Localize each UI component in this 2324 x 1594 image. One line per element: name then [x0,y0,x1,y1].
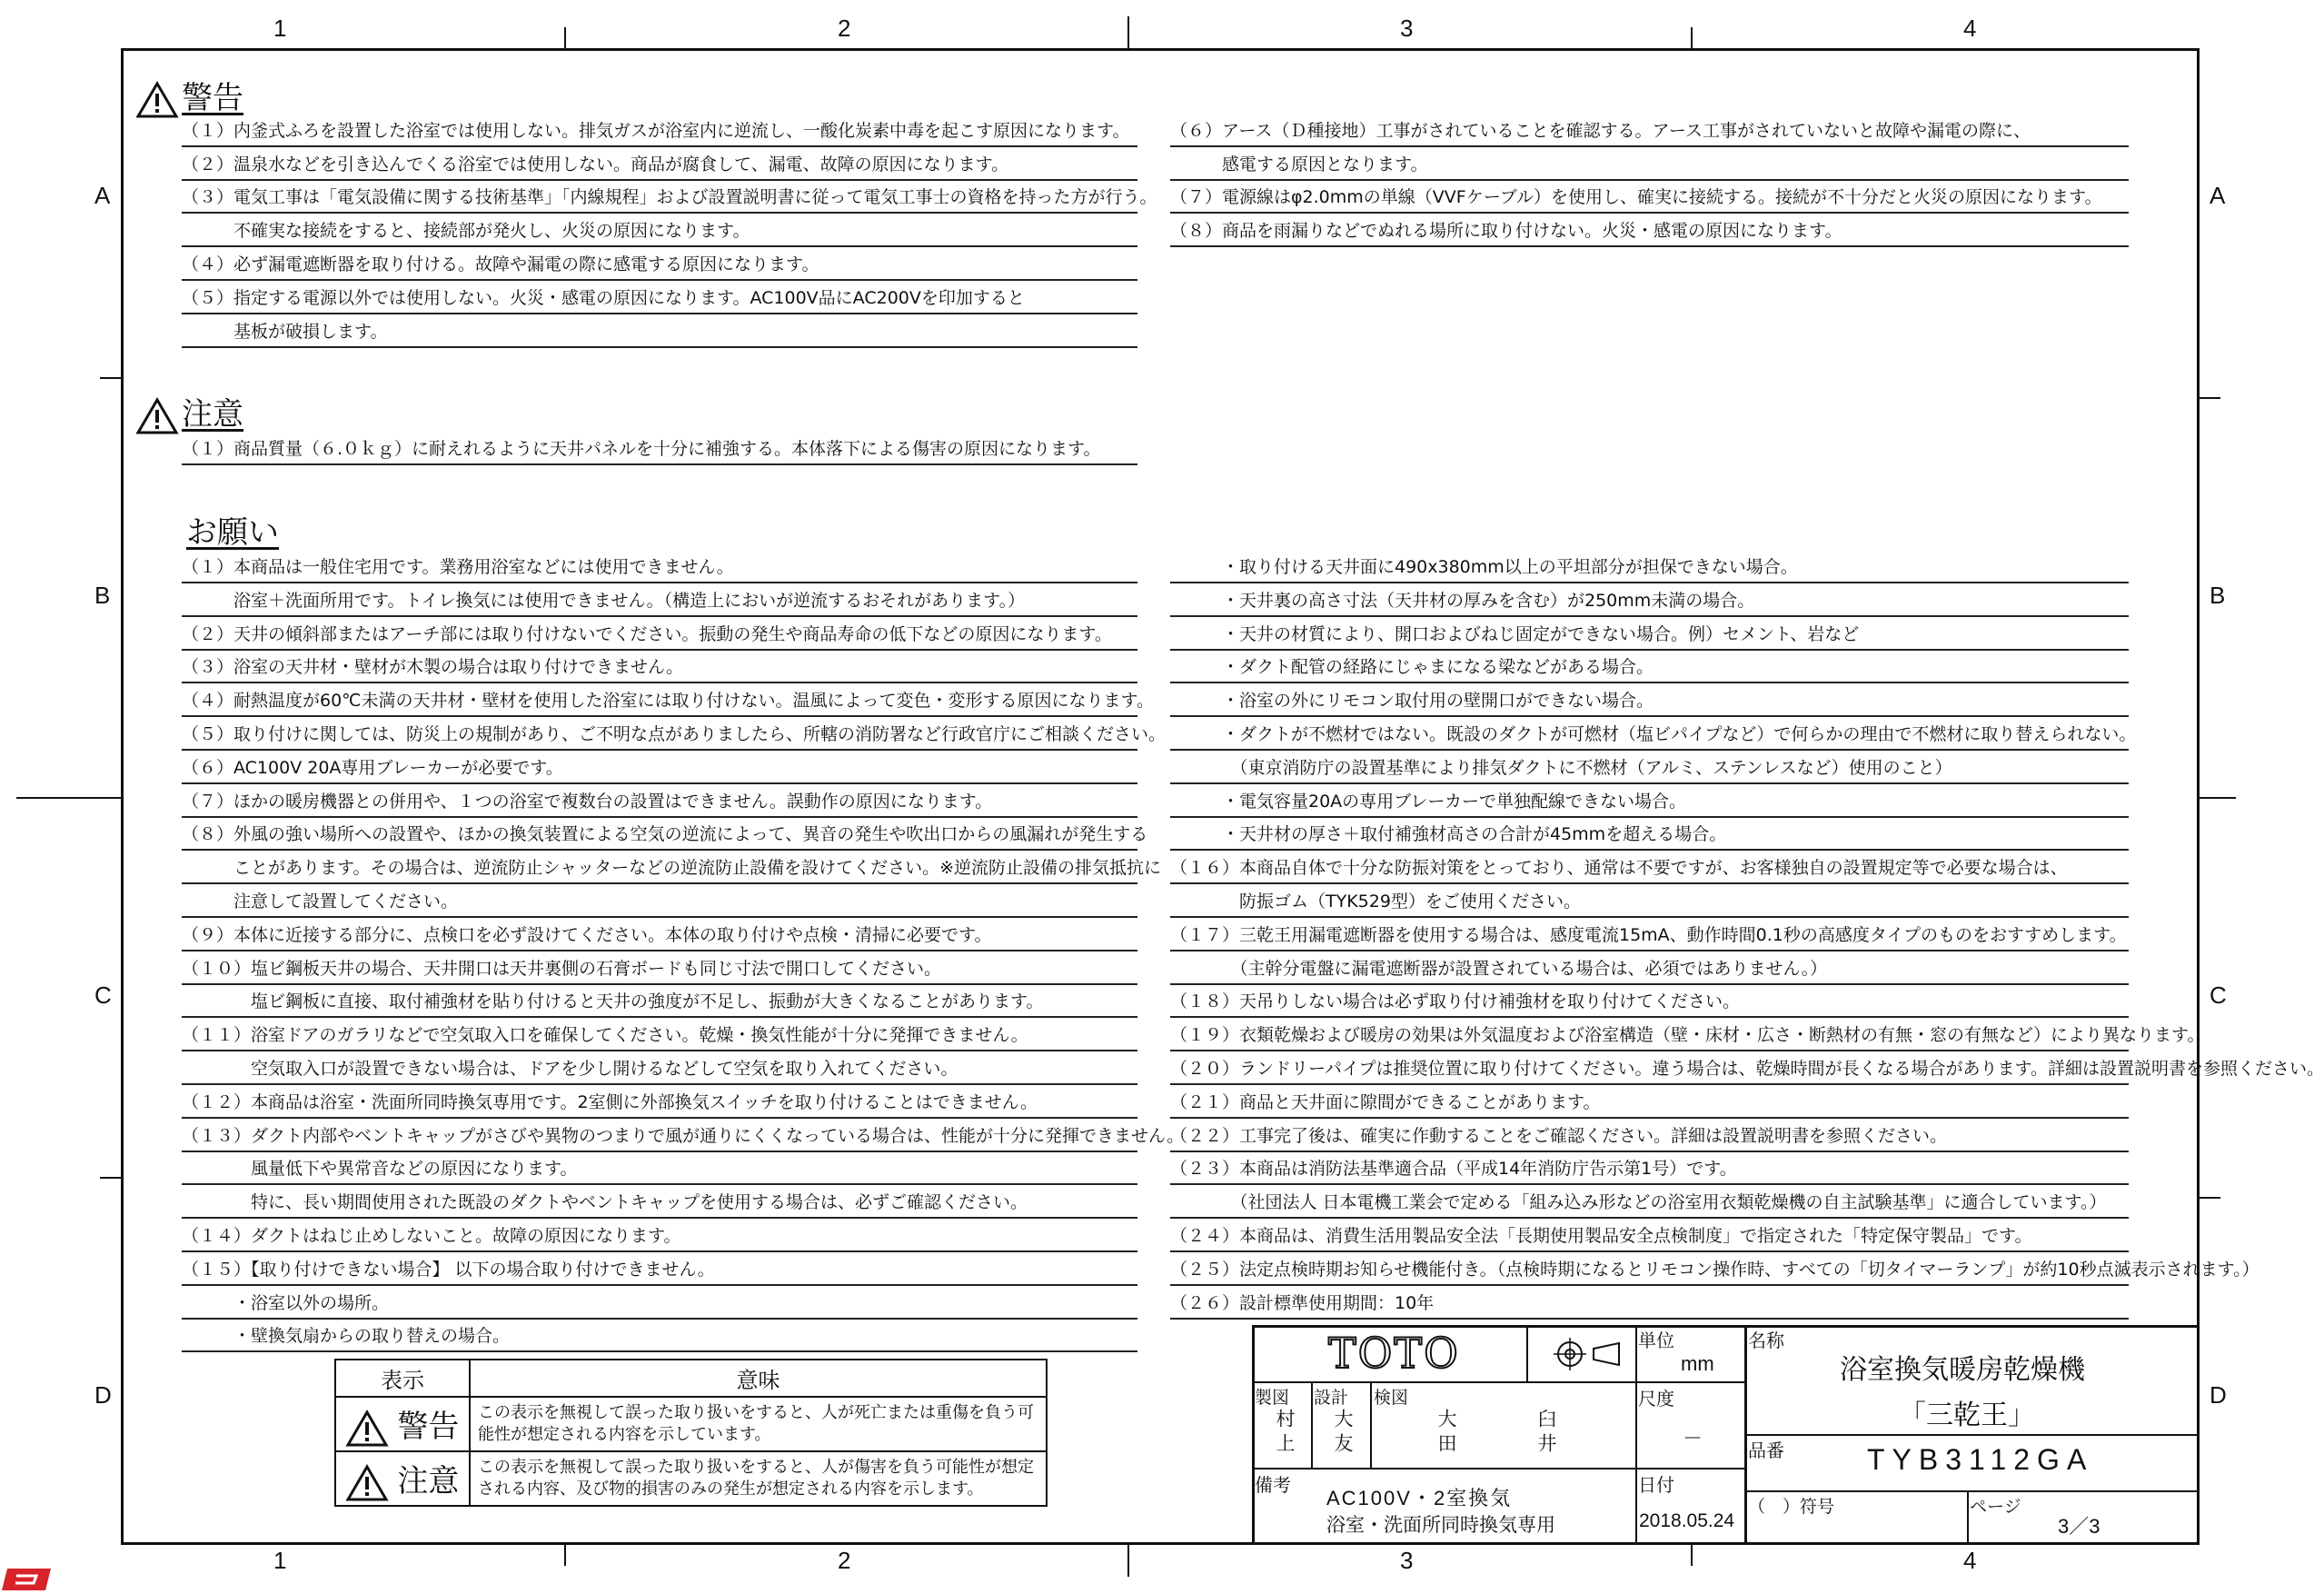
legend-row-caution [335,1451,1047,1506]
col-number-4-bottom: 4 [1963,1547,1977,1574]
tb-line [1526,1325,1528,1381]
check-label: 検図 [1374,1389,1409,1408]
zone-tick [100,377,121,379]
legend-symbol-caution [335,1451,470,1506]
tb-line [1744,1490,2200,1492]
warning-line: （２）温泉水などを引き込んでくる浴室では使用しない。商品が腐食して、漏電、故障の原因になります。 [182,148,1137,181]
request-line: （１８）天吊りしない場合は必ず取り付け補強材を取り付けてください。 [1170,985,2129,1018]
warning-line: （１）内釜式ふろを設置した浴室では使用しない。排気ガスが浴室内に逆流し、一酸化炭素中毒を起こす原因になります。 [182,115,1137,147]
tb-line [1635,1468,1745,1469]
date-value: 2018.05.24 [1639,1510,1735,1531]
product-name: 浴室換気暖房乾燥機 [1840,1355,2085,1385]
warning-heading [136,73,243,118]
check-name-2: 臼井 [1535,1409,1556,1458]
caution-heading [136,389,243,434]
design-label: 設計 [1314,1389,1349,1408]
warning-line: （８）商品を雨漏りなどでぬれる場所に取り付けない。火災・感電の原因になります。 [1170,214,2129,247]
design-name: 大友 [1332,1409,1353,1458]
warning-line: （５）指定する電源以外では使用しない。火災・感電の原因になります。AC100V品にAC200Vを印加すると [182,282,1137,314]
request-line: 空気取入口が設置できない場合は、ドアを少し開けるなどして空気を取り入れてください。 [182,1052,1137,1085]
legend-text-caution: この表示を無視して誤った取り扱いをすると、人が傷害を負う可能性が想定される内容、及び物的損害のみの発生が想定される内容を示します。 [470,1451,1047,1506]
request-line: （２５）法定点検時期お知らせ機能付き。（点検時期になるとリモコン操作時、すべての「切タイマーランプ」が約10秒点滅表示されます。） [1170,1253,2129,1286]
legend-label-warning: 警告 [397,1409,460,1446]
remarks-label: 備考 [1255,1476,1291,1496]
col-number-1-bottom: 1 [273,1547,287,1574]
zone-tick [564,27,566,48]
caution-title: 注意 [182,396,243,433]
warning-line: （３）電気工事は「電気設備に関する技術基準」「内線規程」および設置説明書に従って電気工事士の資格を持った方が行う。 [182,181,1137,214]
remarks-line-1: AC100V・2室換気 [1326,1487,1513,1509]
warning-line: （６）アース（Ｄ種接地）工事がされていることを確認する。アース工事がされていないと故障や漏電の際に、 [1170,115,2129,147]
warning-triangle-icon [346,1410,388,1447]
tb-line [1967,1490,1969,1545]
caution-triangle-icon [346,1465,388,1501]
request-line: （２３）本商品は消防法基準適合品（平成14年消防庁告示第1号）です。 [1170,1152,2129,1185]
request-title: お願い [186,514,279,551]
legend-header-symbol: 表示 [335,1360,470,1397]
request-line: （東京消防庁の設置基準により排気ダクトに不燃材（アルミ、ステンレスなど）使用のこと） [1170,752,2129,784]
scale-value: － [1683,1427,1703,1450]
caution-triangle-icon [136,398,178,434]
col-number-1: 1 [273,15,287,42]
request-line: （１９）衣類乾燥および暖房の効果は外気温度および浴室構造（壁・床材・広さ・断熱材の有無・窓の有無など）により異なります。 [1170,1019,2129,1051]
request-line: 塩ビ鋼板に直接、取付補強材を貼り付けると天井の強度が不足し、振動が大きくなることがあります。 [182,985,1137,1018]
tb-line [1252,1381,1745,1383]
zone-tick [1691,1545,1693,1566]
zone-tick [1127,1545,1129,1577]
row-letter-b-right: B [2210,582,2226,609]
zone-tick [2200,1197,2220,1199]
request-line: ・ダクト配管の経路にじゃまになる梁などがある場合。 [1170,651,2129,683]
request-line: ・浴室以外の場所。 [182,1287,1137,1320]
zone-tick [2200,397,2220,399]
request-line: 浴室＋洗面所用です。トイレ換気には使用できません。（構造上においが逆流するおそれがあります。） [182,584,1137,617]
request-heading [186,507,279,552]
request-line: ・壁換気扇からの取り替えの場合。 [182,1320,1137,1352]
row-letter-a-right: A [2210,182,2226,209]
request-line: （１０）塩ビ鋼板天井の場合、天井開口は天井裏側の石膏ボードも同じ寸法で開口してください。 [182,952,1137,985]
remarks-line-2: 浴室・洗面所同時換気専用 [1326,1515,1555,1536]
request-line: （１７）三乾王用漏電遮断器を使用する場合は、感度電流15mA、動作時間0.1秒の高感度タイプのものをおすすめします。 [1170,919,2129,951]
product-nickname: 「三乾王」 [1899,1400,2035,1430]
request-line: （７）ほかの暖房機器との併用や、１つの浴室で複数台の設置はできません。誤動作の原因になります。 [182,785,1137,818]
name-label: 名称 [1748,1331,1784,1351]
zone-tick [1127,16,1129,48]
request-line: ・浴室の外にリモコン取付用の壁開口ができない場合。 [1170,684,2129,717]
toto-logo: TOTO [1328,1329,1460,1378]
row-letter-c: C [94,981,112,1009]
scale-label: 尺度 [1638,1390,1674,1410]
request-line: ・電気容量20Aの専用ブレーカーで単独配線できない場合。 [1170,785,2129,818]
warning-line: 感電する原因となります。 [1170,148,2129,181]
tb-line [1252,1468,1637,1469]
request-line: （２２）工事完了後は、確実に作動することをご確認ください。詳細は設置説明書を参照ください。 [1170,1120,2129,1152]
third-angle-projection-icon [1554,1338,1622,1370]
request-line: ・ダクトが不燃材ではない。既設のダクトが可燃材（塩ビパイプなど）で何らかの理由で不燃材に取り替えられない。 [1170,718,2129,751]
warning-title: 警告 [182,80,243,116]
request-line: （１２）本商品は浴室・洗面所同時換気専用です。2室側に外部換気スイッチを取り付けることはできません。 [182,1086,1137,1119]
warning-triangle-icon [136,82,178,118]
request-line: （２６）設計標準使用期間：10年 [1170,1287,2129,1320]
row-letter-a: A [94,182,111,209]
col-number-2: 2 [838,15,851,42]
request-line: ・天井裏の高さ寸法（天井材の厚みを含む）が250mm未満の場合。 [1170,584,2129,617]
request-line: ・取り付ける天井面に490x380mm以上の平坦部分が担保できない場合。 [1170,551,2129,583]
row-letter-b: B [94,582,111,609]
symbol-label: （ ）符号 [1748,1498,1835,1517]
request-line: （１５）【取り付けできない場合】 以下の場合取り付けできません。 [182,1253,1137,1286]
request-line: （５）取り付けに関しては、防災上の規制があり、ご不明な点がありましたら、所轄の消防署など行政官庁にご相談ください。 [182,718,1137,751]
row-letter-d-right: D [2210,1381,2227,1409]
request-line: （６）AC100V 20A専用ブレーカーが必要です。 [182,752,1137,784]
request-line: ・天井の材質により、開口およびねじ固定ができない場合。例）セメント、岩など [1170,618,2129,651]
request-line: （１３）ダクト内部やベントキャップがさびや異物のつまりで風が通りにくくなっている場合は、性能が十分に発揮できません。 [182,1120,1137,1152]
request-line: 防振ゴム（TYK529型）をご使用ください。 [1170,885,2129,918]
drawn-label: 製図 [1255,1389,1290,1408]
caution-line: （１）商品質量（６.０ｋｇ）に耐えれるように天井パネルを十分に補強する。本体落下による傷害の原因になります。 [182,433,1137,465]
tb-line [1370,1381,1372,1468]
tb-line [1744,1434,2200,1436]
zone-tick [16,797,121,799]
request-line: 特に、長い期間使用された既設のダクトやベントキャップを使用する場合は、必ずご確認ください。 [182,1186,1137,1219]
zone-tick [1691,27,1693,48]
request-line: （１６）本商品自体で十分な防振対策をとっており、通常は不要ですが、お客様独自の設置規定等で必要な場合は、 [1170,852,2129,884]
legend-header-meaning: 意味 [470,1360,1047,1397]
request-line: （９）本体に近接する部分に、点検口を必ず設けてください。本体の取り付けや点検・清掃に必要です。 [182,919,1137,951]
request-line: （１）本商品は一般住宅用です。業務用浴室などには使用できません。 [182,551,1137,583]
warning-line: 基板が破損します。 [182,315,1137,348]
request-line: 注意して設置してください。 [182,885,1137,918]
legend-row-warning [335,1397,1047,1451]
request-line: ・天井材の厚さ＋取付補強材高さの合計が45mmを超える場合。 [1170,818,2129,851]
part-no-label: 品番 [1748,1441,1784,1461]
page-label: ページ [1970,1498,2021,1517]
zone-tick [100,1177,121,1179]
request-line: （８）外風の強い場所への設置や、ほかの換気装置による空気の逆流によって、異音の発生や吹出口からの風漏れが発生する [182,818,1137,851]
symbol-legend-table [334,1359,1048,1507]
request-line: （１４）ダクトはねじ止めしないこと。故障の原因になります。 [182,1220,1137,1252]
legend-symbol-warning [335,1397,470,1451]
request-line: （２１）商品と天井面に隙間ができることがあります。 [1170,1086,2129,1119]
request-line: ことがあります。その場合は、逆流防止シャッターなどの逆流防止設備を設けてください。※逆流防止設備の排気抵抗に [182,852,1137,884]
request-line: （主幹分電盤に漏電遮断器が設置されている場合は、必須ではありません。） [1170,952,2129,985]
col-number-4: 4 [1963,15,1977,42]
corner-logo-icon [2,1565,55,1594]
legend-text-warning: この表示を無視して誤った取り扱いをすると、人が死亡または重傷を負う可能性が想定される内容を示しています。 [470,1397,1047,1451]
row-letter-d: D [94,1381,112,1409]
request-line: （４）耐熱温度が60℃未満の天井材・壁材を使用した浴室には取り付けない。温風によって変色・変形する原因になります。 [182,684,1137,717]
date-label: 日付 [1638,1476,1674,1496]
warning-line: （７）電源線はφ2.0mmの単線（VVFケーブル）を使用し、確実に接続する。接続が不十分だと火災の原因になります。 [1170,181,2129,214]
request-line: 風量低下や異常音などの原因になります。 [182,1152,1137,1185]
tb-line [1635,1325,1637,1545]
unit-label: 単位 [1638,1331,1674,1351]
legend-label-caution: 注意 [397,1463,460,1500]
warning-line: 不確実な接続をすると、接続部が発火し、火災の原因になります。 [182,214,1137,247]
row-letter-c-right: C [2210,981,2227,1009]
request-line: （１１）浴室ドアのガラリなどで空気取入口を確保してください。乾燥・換気性能が十分に発揮できません。 [182,1019,1137,1051]
request-line: （２４）本商品は、消費生活用製品安全法「長期使用製品安全点検制度」で指定された「特定保守製品」です。 [1170,1220,2129,1252]
request-line: （２）天井の傾斜部またはアーチ部には取り付けないでください。振動の発生や商品寿命の低下などの原因になります。 [182,618,1137,651]
page-value: 3／3 [2058,1515,2101,1538]
zone-tick [2200,797,2236,799]
tb-line [1311,1381,1313,1468]
drawn-name: 村上 [1274,1409,1295,1458]
warning-line: （４）必ず漏電遮断器を取り付ける。故障や漏電の際に感電する原因になります。 [182,248,1137,281]
unit-value: mm [1681,1352,1714,1375]
request-line: （３）浴室の天井材・壁材が木製の場合は取り付けできません。 [182,651,1137,683]
request-line: （社団法人 日本電機工業会で定める「組み込み形などの浴室用衣類乾燥機の自主試験基準」に適合しています。） [1170,1186,2129,1219]
request-line: （２０）ランドリーパイプは推奨位置に取り付けてください。違う場合は、乾燥時間が長くなる場合があります。詳細は設置説明書を参照ください。 [1170,1052,2129,1085]
part-no: TYB3112GA [1867,1443,2094,1476]
col-number-2-bottom: 2 [838,1547,851,1574]
check-name-1: 大田 [1435,1409,1456,1458]
zone-tick [564,1545,566,1566]
col-number-3-bottom: 3 [1400,1547,1414,1574]
col-number-3: 3 [1400,15,1414,42]
